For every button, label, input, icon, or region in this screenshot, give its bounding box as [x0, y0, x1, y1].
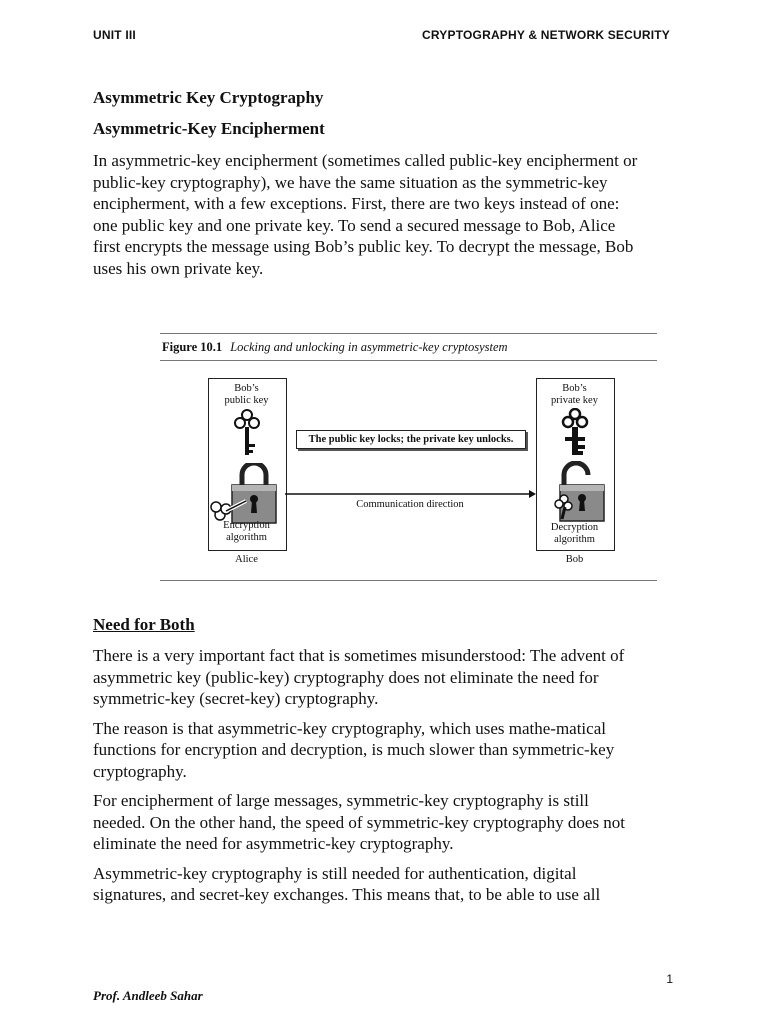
section-heading: Need for Both — [93, 615, 195, 634]
lock-unlock-banner: The public key locks; the private key unlocks. — [296, 430, 526, 449]
figure-10-1 — [160, 333, 657, 583]
paragraph — [93, 863, 683, 906]
paragraph-line: For encipherment of large messages, symmetric-key cryptography is still — [93, 791, 589, 810]
figure-caption-rule — [160, 360, 657, 361]
page-title: Asymmetric Key Cryptography — [93, 88, 324, 107]
header-unit: UNIT III — [93, 28, 136, 42]
private-key-icon — [561, 408, 589, 458]
figure-top-rule — [160, 333, 657, 334]
receiver-label: Bob — [565, 554, 584, 565]
paragraph-line: cryptography. — [93, 761, 187, 781]
intro-paragraph — [93, 150, 683, 279]
paragraph — [93, 645, 683, 710]
paragraph — [93, 718, 683, 783]
figure-caption-text: Locking and unlocking in asymmetric-key cryptosystem — [230, 340, 508, 354]
header-course: CRYPTOGRAPHY & NETWORK SECURITY — [422, 28, 670, 42]
paragraph-line: functions for encryption and decryption, is much slower than symmetric-key — [93, 740, 615, 759]
intro-line: encipherment, with a few exceptions. First, there are two keys instead of one: — [93, 194, 620, 213]
paragraph-line: The reason is that asymmetric-key cryptography, which uses mathe-matical — [93, 718, 606, 738]
private-key-label: Bob’s private key — [551, 383, 598, 406]
paragraph-line: symmetric-key (secret-key) cryptography. — [93, 689, 379, 708]
public-key-icon — [233, 408, 261, 458]
intro-line: public-key cryptography), we have the same situation as the symmetric-key — [93, 172, 608, 192]
lock-open-icon — [538, 461, 614, 523]
paragraph-line: There is a very important fact that is sometimes misunderstood: The advent of — [93, 646, 625, 665]
decryption-algorithm-label: Decryption algorithm — [550, 522, 599, 545]
paragraph-line: needed. On the other hand, the speed of symmetric-key cryptography does not — [93, 812, 626, 832]
sender-label: Alice — [235, 554, 258, 565]
page-subtitle: Asymmetric-Key Encipherment — [93, 119, 325, 138]
intro-line: In asymmetric-key encipherment (sometimes called public-key encipherment or — [93, 151, 638, 170]
figure-label: Figure 10.1 — [162, 340, 223, 354]
figure-bottom-rule — [160, 580, 657, 581]
page-number: 1 — [666, 972, 673, 986]
paragraph — [93, 790, 683, 855]
intro-line: first encrypts the message using Bob’s public key. To decrypt the message, Bob — [93, 237, 634, 256]
communication-direction-label: Communication direction — [356, 499, 464, 510]
intro-line: one public key and one private key. To send a secured message to Bob, Alice — [93, 215, 616, 235]
public-key-label: Bob’s public key — [224, 383, 269, 406]
encryption-algorithm-label: Encryption algorithm — [223, 520, 270, 543]
paragraph-line: asymmetric key (public-key) cryptography does not eliminate the need for — [93, 667, 599, 687]
paragraph-line: eliminate the need for asymmetric-key cryptography. — [93, 834, 454, 853]
paragraph-line: Asymmetric-key cryptography is still needed for authentication, digital — [93, 863, 577, 883]
intro-line: uses his own private key. — [93, 258, 264, 278]
section-body — [93, 645, 683, 906]
footer-author: Prof. Andleeb Sahar — [93, 988, 203, 1003]
paragraph-line: signatures, and secret-key exchanges. This means that, to be able to use all — [93, 885, 601, 904]
lock-closed-icon — [210, 463, 286, 525]
figure-caption — [162, 340, 508, 355]
